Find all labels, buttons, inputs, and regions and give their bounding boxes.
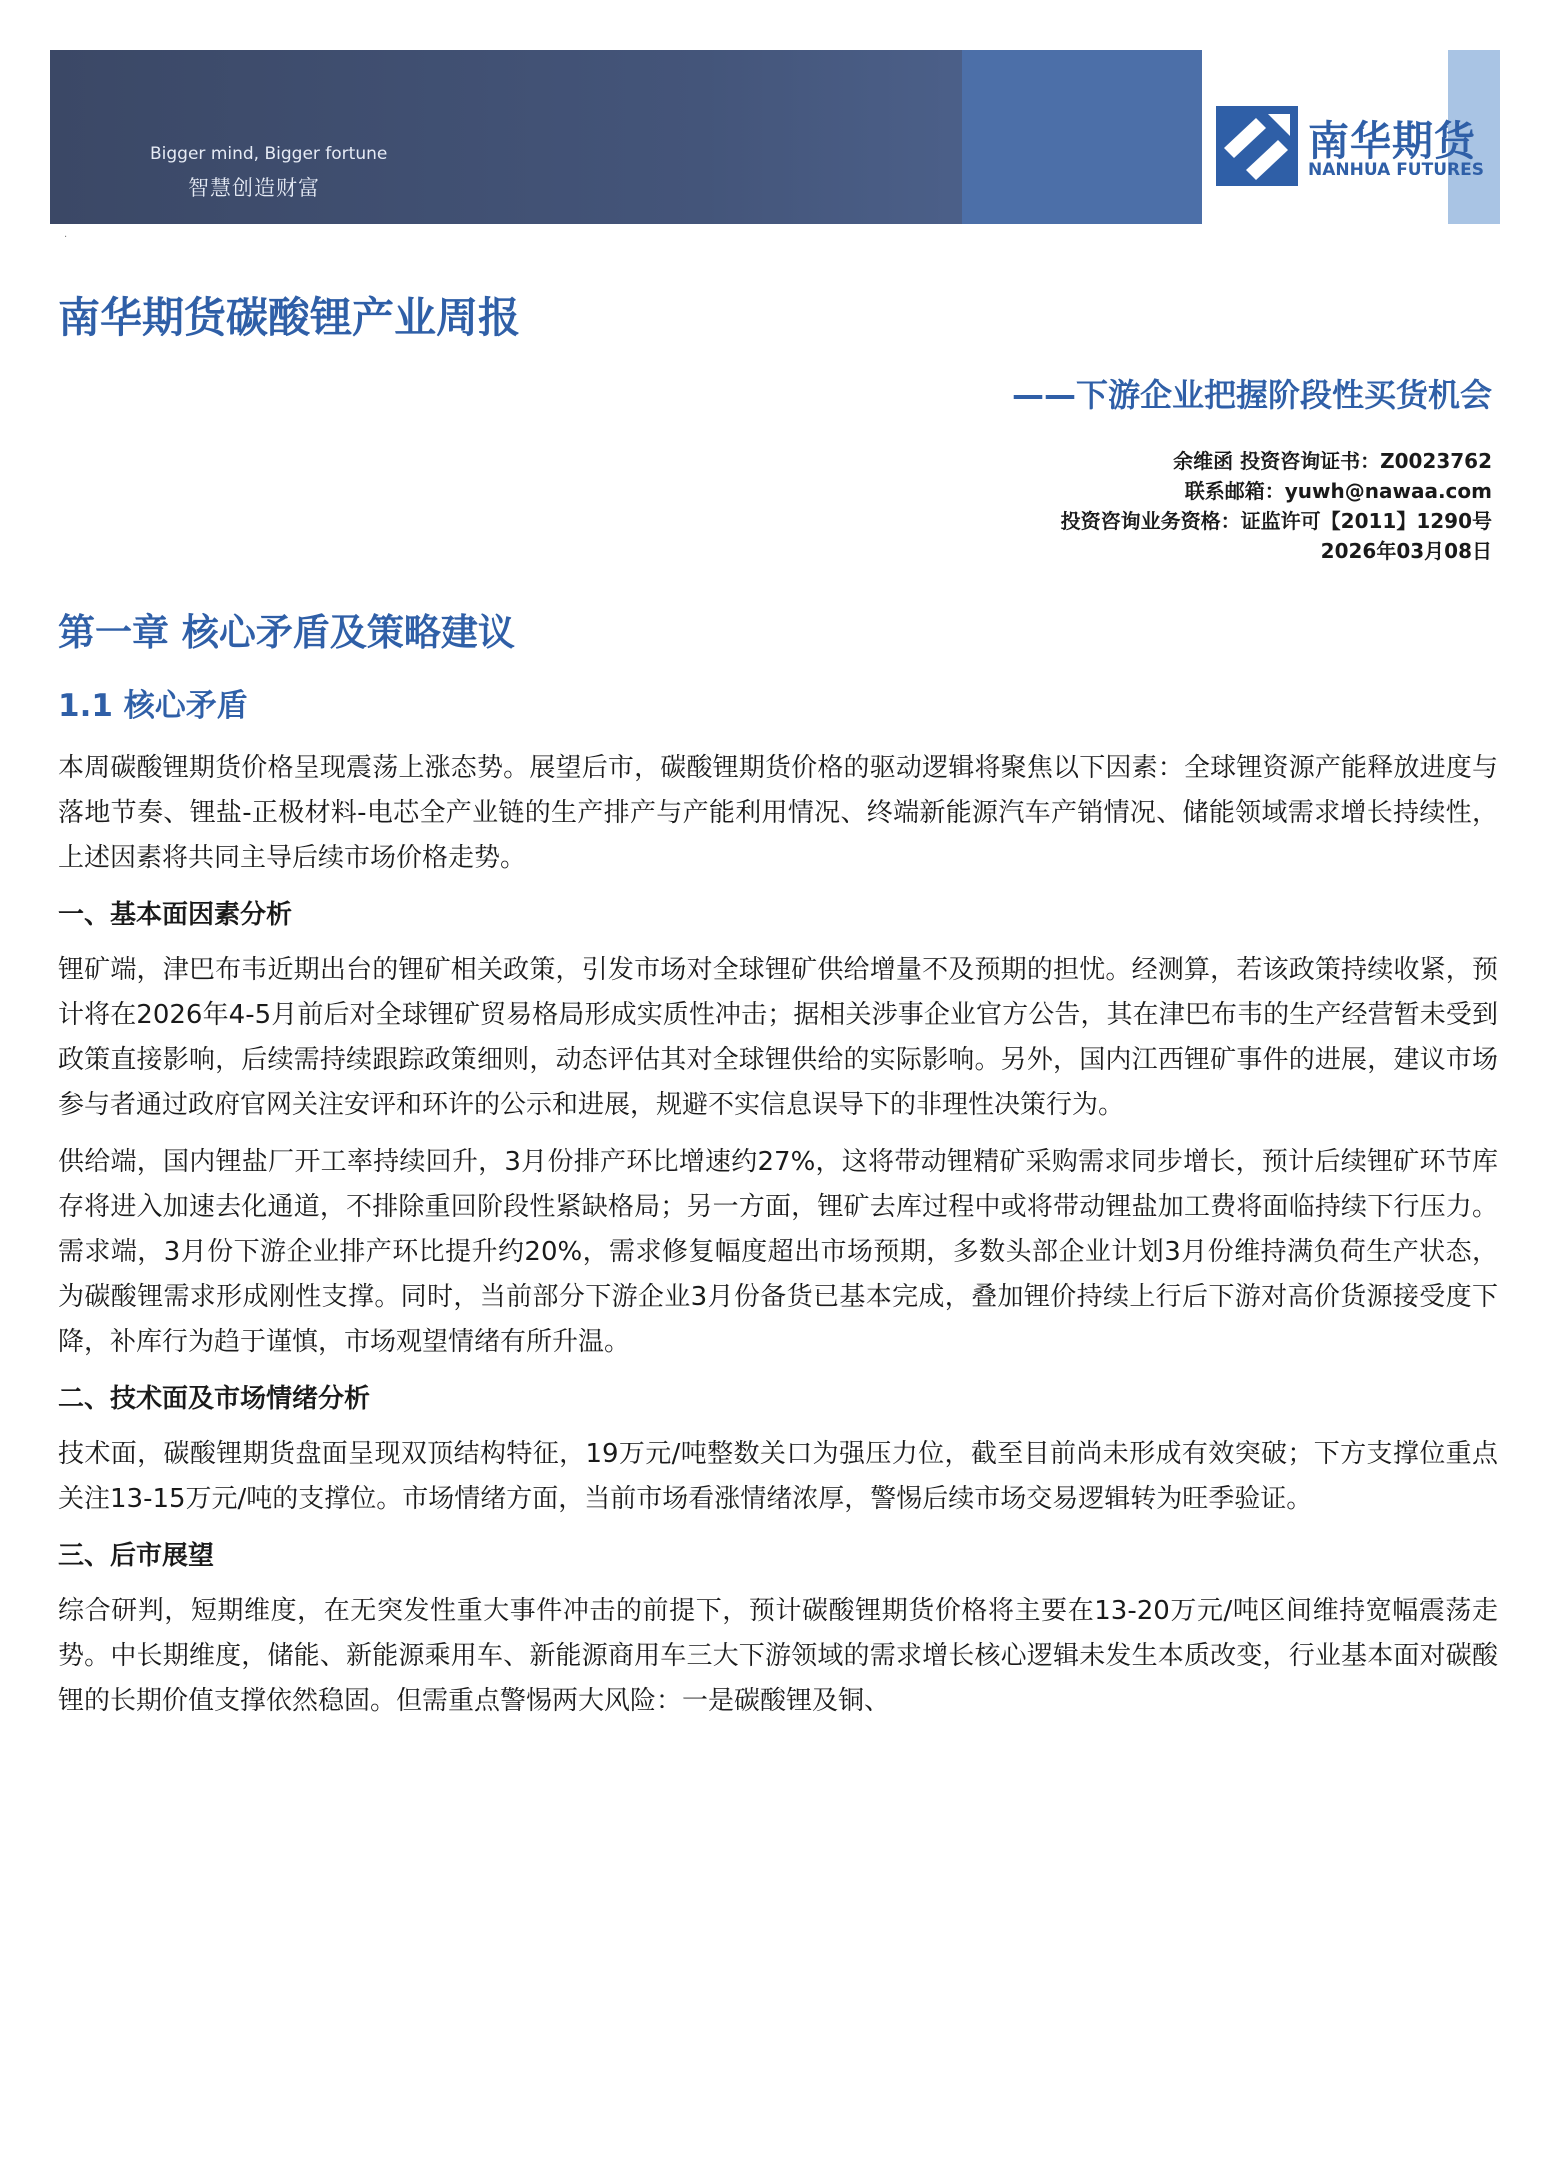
report-subtitle: ——下游企业把握阶段性买货机会 (1011, 376, 1492, 414)
chapter-title: 第一章 核心矛盾及策略建议 (58, 611, 515, 654)
author-name-cert: 余维函 投资咨询证书：Z0023762 (1173, 449, 1492, 473)
paragraph-lithium-mine: 锂矿端，津巴布韦近期出台的锂矿相关政策，引发市场对全球锂矿供给增量不及预期的担忧。经测算，若该政策持续收紧，预计将在2026年4-5月前后对全球锂矿贸易格局形成实质性冲击；据相关涉事企业官方公告，其在津巴布韦的生产经营暂未受到政策直接影响，后续需持续跟踪政策细则，动态评估其对全球锂供给的实际影响。另外，国内江西锂矿事件的进展，建议市场参与者通过政府官网关注安评和环许的公示和进展，规避不实信息误导下的非理性决策行为。 (58, 955, 1498, 1120)
header-banner (50, 50, 1500, 224)
banner-band-mid (962, 50, 1202, 224)
slogan-en: Bigger mind, Bigger fortune (150, 144, 388, 164)
slogan-cn: 智慧创造财富 (188, 176, 320, 200)
margin-dot: · (64, 232, 68, 243)
logo-text-cn: 南华期货 (1308, 117, 1476, 165)
report-body (58, 746, 1498, 1736)
report-date: 2026年03月08日 (1320, 539, 1492, 563)
section-title: 1.1 核心矛盾 (58, 688, 248, 724)
author-email: 联系邮箱：yuwh@nawaa.com (1184, 479, 1492, 503)
intro-paragraph: 本周碳酸锂期货价格呈现震荡上涨态势。展望后市，碳酸锂期货价格的驱动逻辑将聚焦以下因素：全球锂资源产能释放进度与落地节奏、锂盐-正极材料-电芯全产业链的生产排产与产能利用情况、终端新能源汽车产销情况、储能领域需求增长持续性，上述因素将共同主导后续市场价格走势。 (58, 753, 1498, 873)
author-info (1061, 446, 1492, 566)
paragraph-outlook: 综合研判，短期维度，在无突发性重大事件冲击的前提下，预计碳酸锂期货价格将主要在13-20万元/吨区间维持宽幅震荡走势。中长期维度，储能、新能源乘用车、新能源商用车三大下游领域的需求增长核心逻辑未发生本质改变，行业基本面对碳酸锂的长期价值支撑依然稳固。但需重点警惕两大风险：一是碳酸锂及铜、 (58, 1596, 1498, 1716)
heading-technical: 二、技术面及市场情绪分析 (58, 1384, 371, 1414)
nanhua-logo-icon (1216, 106, 1298, 186)
heading-outlook: 三、后市展望 (58, 1541, 215, 1571)
paragraph-technical: 技术面，碳酸锂期货盘面呈现双顶结构特征，19万元/吨整数关口为强压力位，截至目前尚未形成有效突破；下方支撑位重点关注13-15万元/吨的支撑位。市场情绪方面，当前市场看涨情绪浓厚，警惕后续市场交易逻辑转为旺季验证。 (58, 1439, 1498, 1514)
paragraph-supply-demand: 供给端，国内锂盐厂开工率持续回升，3月份排产环比增速约27%，这将带动锂精矿采购需求同步增长，预计后续锂矿环节库存将进入加速去化通道，不排除重回阶段性紧缺格局；另一方面，锂矿去库过程中或将带动锂盐加工费将面临持续下行压力。需求端，3月份下游企业排产环比提升约20%，需求修复幅度超出市场预期，多数头部企业计划3月份维持满负荷生产状态，为碳酸锂需求形成刚性支撑。同时，当前部分下游企业3月份备货已基本完成，叠加锂价持续上行后下游对高价货源接受度下降，补库行为趋于谨慎，市场观望情绪有所升温。 (58, 1147, 1498, 1357)
logo-text-en: NANHUA FUTURES (1308, 160, 1484, 180)
author-license: 投资咨询业务资格：证监许可【2011】1290号 (1060, 509, 1492, 533)
heading-fundamentals: 一、基本面因素分析 (58, 900, 293, 930)
report-title: 南华期货碳酸锂产业周报 (58, 293, 521, 342)
